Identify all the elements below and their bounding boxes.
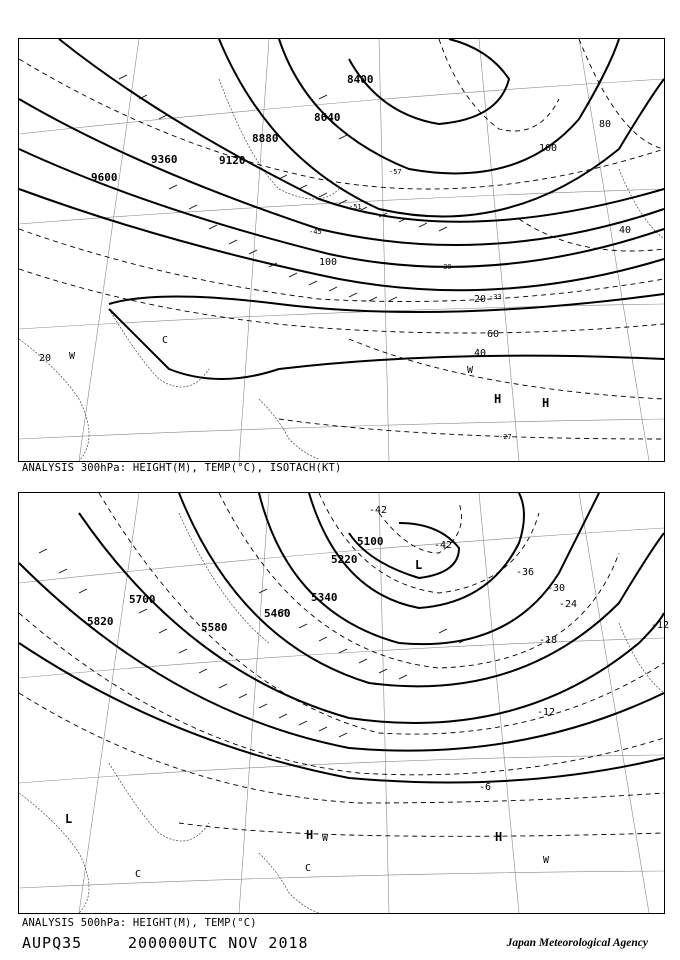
isotach-label: 40 (474, 348, 487, 359)
low-pressure-mark: L (415, 558, 423, 572)
temp-label: -12 (651, 620, 670, 631)
isotherms (19, 493, 664, 836)
map-300hpa-canvas (19, 39, 664, 461)
chart-code: AUPQ35 (22, 934, 83, 952)
height-label: 5820 (87, 615, 114, 628)
low-pressure-mark: L (65, 812, 73, 826)
bottom-map-caption: ANALYSIS 500hPa: HEIGHT(M), TEMP(°C) (22, 917, 257, 929)
pressure-mark-group (494, 392, 549, 410)
temp-label: -30 (547, 583, 566, 594)
height-label: 5700 (129, 593, 156, 606)
isotach-label: 80 (599, 119, 612, 130)
isotherms (19, 39, 664, 439)
agency-name: Japan Meteorological Agency (506, 937, 648, 949)
height-label: 5100 (357, 535, 384, 548)
temp-label: -42 (434, 540, 453, 551)
temp-label: -45 (309, 228, 322, 236)
height-contours (19, 493, 664, 783)
height-label: 5220 (331, 553, 358, 566)
height-label: 5460 (264, 607, 291, 620)
high-pressure-mark: H (306, 828, 314, 842)
temp-label: -24 (559, 599, 578, 610)
valid-time: 200000UTC NOV 2018 (128, 934, 309, 952)
coastline (19, 79, 664, 461)
isotach-label: 20 (39, 353, 52, 364)
temp-label: -27 (499, 433, 512, 441)
warm-mark: W (69, 351, 76, 362)
warm-mark: W (322, 833, 329, 844)
temp-label: -12 (537, 707, 556, 718)
aux-mark-group (69, 335, 474, 376)
height-label: 9600 (91, 171, 118, 184)
high-pressure-mark: H (495, 830, 503, 844)
isotach-label: 100 (319, 257, 338, 268)
warm-mark: W (467, 365, 474, 376)
map-500hpa (18, 492, 670, 914)
temp-label: -33 (489, 293, 502, 301)
temp-label: -6 (479, 782, 492, 793)
graticule (19, 39, 664, 461)
cold-mark: C (162, 335, 169, 346)
height-label: 8640 (314, 111, 341, 124)
height-label-group (87, 535, 384, 634)
cold-mark: C (305, 863, 312, 874)
map-300hpa (18, 38, 665, 462)
warm-mark: W (543, 855, 550, 866)
height-label: 8880 (252, 132, 279, 145)
height-label: 5580 (201, 621, 228, 634)
height-label-group (91, 73, 374, 184)
temp-label: -57 (389, 168, 402, 176)
isotach-label: 40 (619, 225, 632, 236)
isotach-label: 60 (487, 329, 500, 340)
isotach-label: 100 (539, 143, 558, 154)
height-label: 9360 (151, 153, 178, 166)
isotach-label: 20 (474, 294, 487, 305)
height-label: 8400 (347, 73, 374, 86)
temp-label: -18 (539, 635, 558, 646)
temp-label: -42 (369, 505, 388, 516)
cold-mark: C (135, 869, 142, 880)
temp-label: -36 (516, 567, 535, 578)
height-label: 5340 (311, 591, 338, 604)
map-500hpa-canvas (19, 493, 670, 913)
height-contours (19, 39, 664, 379)
height-label: 9120 (219, 154, 246, 167)
high-pressure-mark: H (494, 392, 502, 406)
high-pressure-mark: H (542, 396, 550, 410)
temp-label: -51 (349, 203, 362, 211)
temp-label: -39 (439, 263, 452, 271)
top-map-caption: ANALYSIS 300hPa: HEIGHT(M), TEMP(°C), ISOTACH(KT) (22, 462, 342, 474)
